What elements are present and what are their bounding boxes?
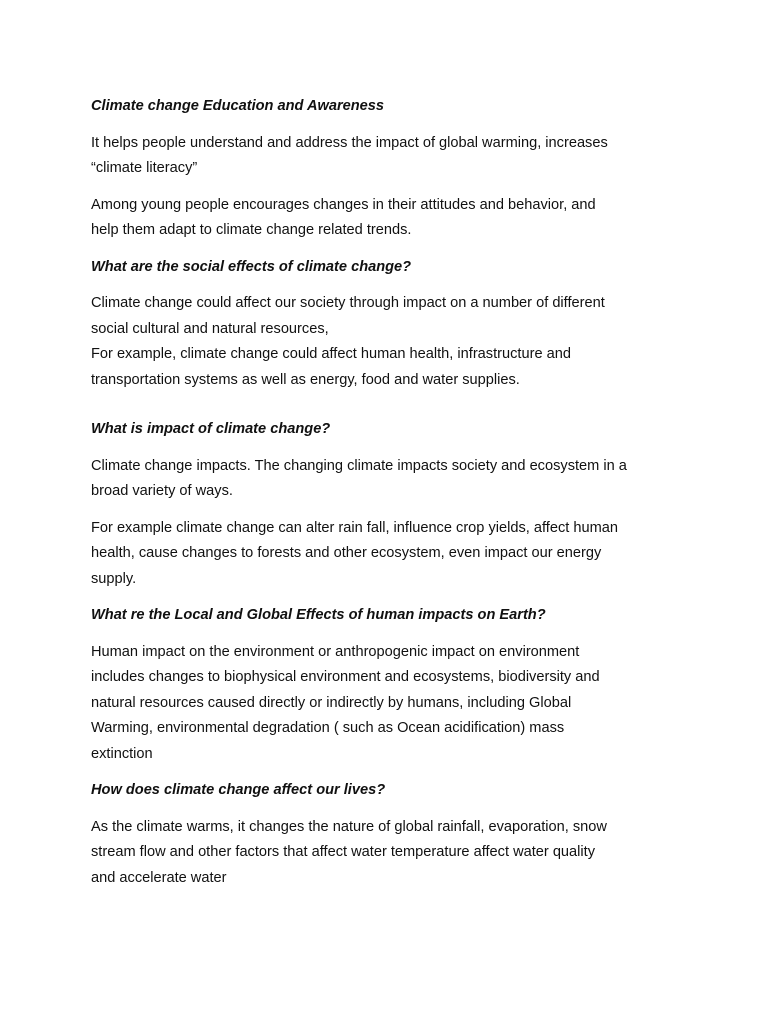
text-line: For example, climate change could affect human health, infrastructure and (91, 346, 571, 362)
heading-local-global-effects: What re the Local and Global Effects of human impacts on Earth? (91, 607, 546, 623)
text-line: broad variety of ways. (91, 483, 233, 499)
paragraph-impacts-society (91, 454, 683, 505)
paragraph-young-people (91, 193, 683, 244)
text-line: As the climate warms, it changes the nature of global rainfall, evaporation, snow (91, 818, 607, 835)
text-line: Climate change impacts. The changing climate impacts society and ecosystem in a (91, 457, 627, 474)
text-line: transportation systems as well as energy, food and water supplies. (91, 371, 520, 388)
paragraph-human-impact (91, 640, 683, 768)
document-body (91, 94, 683, 902)
text-line: supply. (91, 570, 137, 587)
text-line: natural resources caused directly or indirectly by humans, including Global (91, 694, 572, 711)
text-line: “climate literacy” (91, 160, 198, 176)
paragraph-climate-warms (91, 815, 683, 892)
text-line: help them adapt to climate change related trends. (91, 222, 412, 238)
paragraph-climate-literacy (91, 131, 683, 182)
text-line: includes changes to biophysical environment and ecosystems, biodiversity and (91, 669, 600, 685)
text-line: Among young people encourages changes in their attitudes and behavior, and (91, 196, 596, 213)
heading-affect-lives: How does climate change affect our lives? (91, 782, 386, 798)
text-line: Human impact on the environment or anthropogenic impact on environment (91, 643, 580, 660)
text-line: and accelerate water (91, 869, 227, 886)
heading-impact: What is impact of climate change? (91, 421, 331, 437)
text-line: Warming, environmental degradation ( such as Ocean acidification) mass (91, 720, 565, 736)
heading-social-effects: What are the social effects of climate change? (91, 258, 412, 275)
text-line: It helps people understand and address the impact of global warming, increases (91, 134, 608, 151)
text-line: extinction (91, 745, 153, 762)
heading-education-awareness: Climate change Education and Awareness (91, 98, 385, 114)
text-line: For example climate change can alter rain fall, influence crop yields, affect human (91, 519, 618, 536)
text-line: stream flow and other factors that affect water temperature affect water quality (91, 844, 596, 860)
paragraph-social-effects (91, 291, 683, 393)
text-line: health, cause changes to forests and other ecosystem, even impact our energy (91, 545, 602, 561)
paragraph-impact-examples (91, 516, 683, 593)
text-line: Climate change could affect our society through impact on a number of different (91, 295, 605, 311)
text-line: social cultural and natural resources, (91, 320, 329, 337)
